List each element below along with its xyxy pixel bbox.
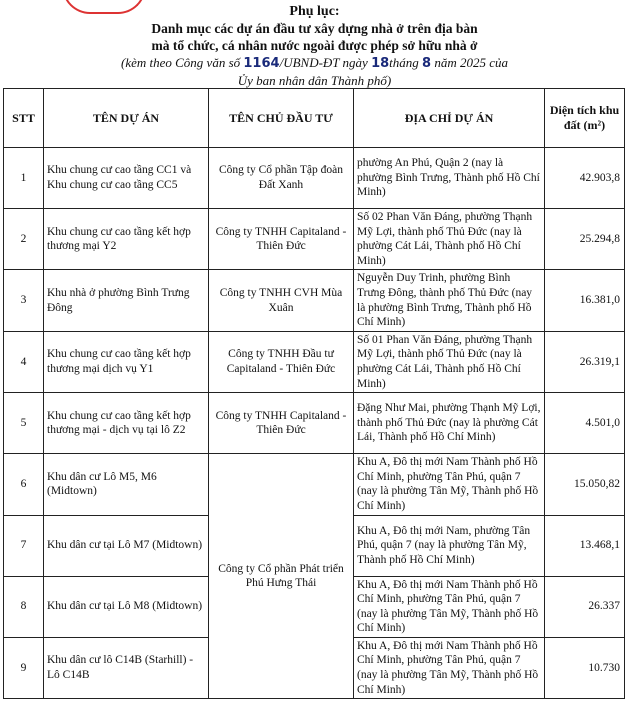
col-header-investor: TÊN CHỦ ĐẦU TƯ: [209, 89, 354, 148]
issuer-line: Ủy ban nhân dân Thành phố): [237, 73, 392, 88]
cell-address: Khu A, Đô thị mới Nam, phường Tân Phú, quận 7 (nay là phường Tân Mỹ, Thành phố Hồ Chí Minh): [354, 515, 545, 576]
cell-project-name: Khu dân cư tại Lô M7 (Midtown): [44, 515, 209, 576]
document-day: 18: [371, 56, 390, 71]
table-row: [4, 331, 625, 392]
col-header-stt: STT: [4, 89, 44, 148]
cell-address: Nguyễn Duy Trinh, phường Bình Trưng Đông, thành phố Thủ Đức (nay là phường Bình Trưng, Thành phố Hồ Chí Minh): [354, 270, 545, 331]
table-row: [4, 209, 625, 270]
cell-project-name: Khu chung cư cao tầng kết hợp thương mại - dịch vụ tại lô Z2: [44, 393, 209, 454]
cell-area: 13.468,1: [545, 515, 625, 576]
cell-project-name: Khu chung cư cao tầng kết hợp thương mại Y2: [44, 209, 209, 270]
cell-investor: Công ty TNHH Capitaland - Thiên Đức: [209, 393, 354, 454]
cell-area: 16.381,0: [545, 270, 625, 331]
cell-address: Khu A, Đô thị mới Nam Thành phố Hồ Chí Minh, phường Tân Phú, quận 7 (nay là phường Tân Mỹ, Thành phố Hồ Chí Minh): [354, 454, 545, 515]
cell-stt: 6: [4, 454, 44, 515]
col-header-address: ĐỊA CHỈ DỰ ÁN: [354, 89, 545, 148]
cell-address: Số 01 Phan Văn Đáng, phường Thạnh Mỹ Lợi, thành phố Thủ Đức (nay là phường Cát Lái, Thành phố Hồ Chí Minh): [354, 331, 545, 392]
table-row: [4, 148, 625, 209]
document-header: [0, 3, 629, 89]
cell-investor: Công ty Cổ phần Tập đoàn Đất Xanh: [209, 148, 354, 209]
table-row: [4, 454, 625, 515]
col-header-area: Diện tích khu đất (m²): [545, 89, 625, 148]
project-table: [3, 88, 625, 699]
cell-investor-merged: Công ty Cổ phần Phát triển Phú Hưng Thái: [209, 454, 354, 699]
table-row: [4, 393, 625, 454]
cell-address: phường An Phú, Quận 2 (nay là phường Bình Trưng, Thành phố Hồ Chí Minh): [354, 148, 545, 209]
reference-line: (kèm theo Công văn số 1164/UBND-ĐT ngày 18tháng 8 năm 2025 của: [121, 55, 508, 71]
col-header-project-name: TÊN DỰ ÁN: [44, 89, 209, 148]
cell-address: Khu A, Đô thị mới Nam Thành phố Hồ Chí Minh, phường Tân Phú, quận 7 (nay là phường Tân Mỹ, Thành phố Hồ Chí Minh): [354, 576, 545, 637]
cell-area: 26.337: [545, 576, 625, 637]
appendix-heading-line2: mà tổ chức, cá nhân nước ngoài được phép sở hữu nhà ở: [151, 38, 478, 53]
cell-stt: 5: [4, 393, 44, 454]
cell-project-name: Khu dân cư tại Lô M8 (Midtown): [44, 576, 209, 637]
cell-area: 4.501,0: [545, 393, 625, 454]
document-number: 1164: [243, 56, 280, 71]
cell-address: Số 02 Phan Văn Đáng, phường Thạnh Mỹ Lợi, thành phố Thủ Đức (nay là phường Cát Lái, Thành phố Hồ Chí Minh): [354, 209, 545, 270]
cell-address: Đặng Như Mai, phường Thạnh Mỹ Lợi, thành phố Thủ Đức (nay là phường Cát Lái, Thành phố Hồ Chí Minh): [354, 393, 545, 454]
cell-area: 26.319,1: [545, 331, 625, 392]
cell-area: 10.730: [545, 637, 625, 698]
appendix-title: Phụ lục:: [289, 4, 340, 19]
cell-project-name: Khu chung cư cao tầng CC1 và Khu chung cư cao tầng CC5: [44, 148, 209, 209]
cell-stt: 7: [4, 515, 44, 576]
cell-area: 15.050,82: [545, 454, 625, 515]
cell-stt: 8: [4, 576, 44, 637]
table-row: [4, 270, 625, 331]
cell-project-name: Khu chung cư cao tầng kết hợp thương mại dịch vụ Y1: [44, 331, 209, 392]
document-month: 8: [422, 56, 432, 71]
cell-stt: 3: [4, 270, 44, 331]
cell-investor: Công ty TNHH CVH Mùa Xuân: [209, 270, 354, 331]
cell-stt: 9: [4, 637, 44, 698]
cell-stt: 1: [4, 148, 44, 209]
cell-area: 42.903,8: [545, 148, 625, 209]
cell-area: 25.294,8: [545, 209, 625, 270]
table-header-row: [4, 89, 625, 148]
cell-stt: 2: [4, 209, 44, 270]
cell-project-name: Khu dân cư Lô M5, M6 (Midtown): [44, 454, 209, 515]
cell-project-name: Khu nhà ở phường Bình Trưng Đông: [44, 270, 209, 331]
cell-stt: 4: [4, 331, 44, 392]
appendix-heading-line1: Danh mục các dự án đầu tư xây dựng nhà ở trên địa bàn: [151, 21, 478, 36]
cell-address: Khu A, Đô thị mới Nam Thành phố Hồ Chí Minh, phường Tân Phú, quận 7 (nay là phường Tân Mỹ, Thành phố Hồ Chí Minh): [354, 637, 545, 698]
cell-project-name: Khu dân cư lô C14B (Starhill) - Lô C14B: [44, 637, 209, 698]
cell-investor: Công ty TNHH Capitaland - Thiên Đức: [209, 209, 354, 270]
cell-investor: Công ty TNHH Đầu tư Capitaland - Thiên Đức: [209, 331, 354, 392]
